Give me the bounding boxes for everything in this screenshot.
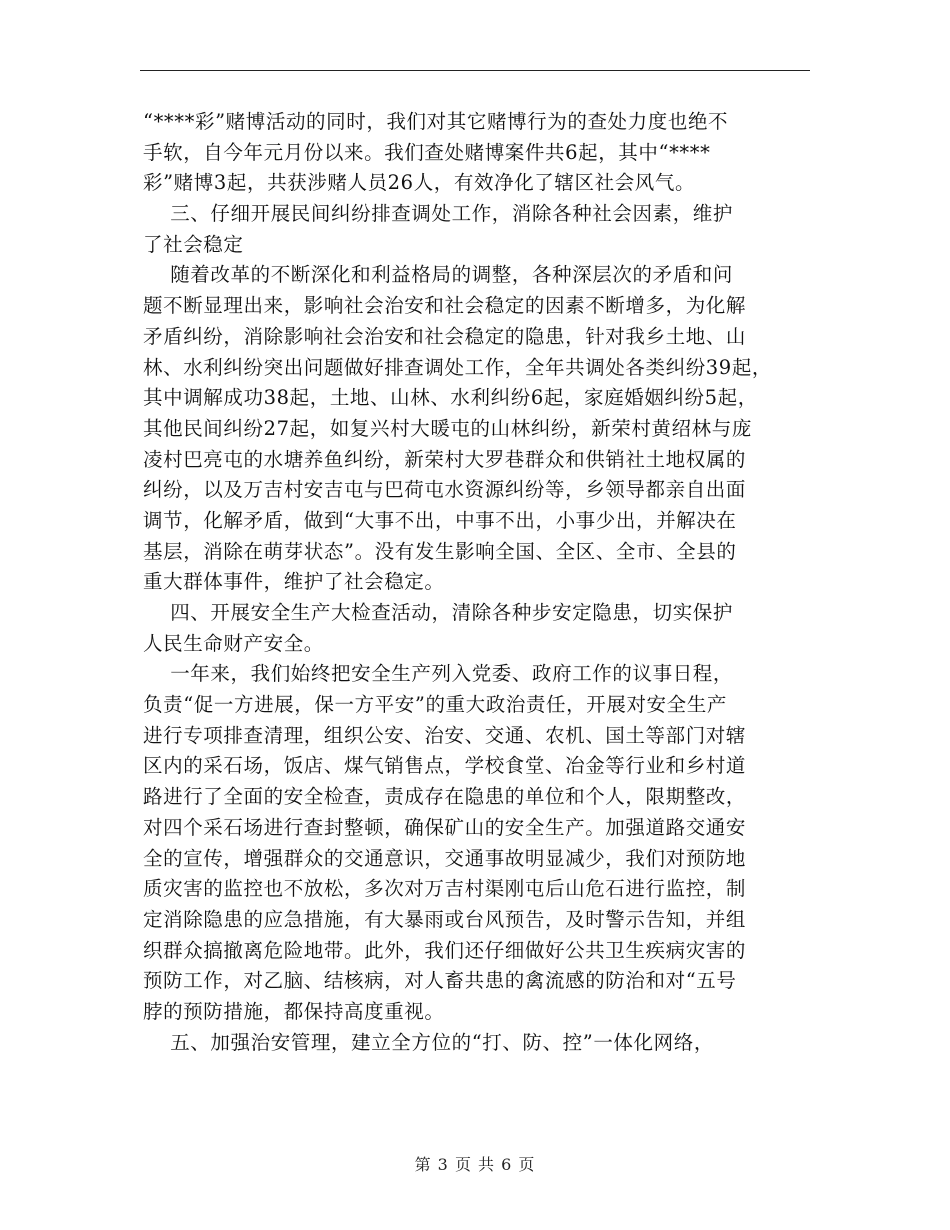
- section-heading-line: 五、加强治安管理，建立全方位的“打、防、控”一体化网络，: [143, 1030, 714, 1054]
- text-line: 基层，消除在萌芽状态”。没有发生影响全国、全区、全市、全县的: [143, 539, 737, 563]
- text-line: 林、水利纠纷突出问题做好排查调处工作，全年共调处各类纠纷39起，: [143, 355, 773, 379]
- text-line: 调节，化解矛盾，做到“大事不出，中事不出，小事少出，并解决在: [143, 508, 737, 532]
- text-line: 预防工作，对乙脑、结核病，对人畜共患的禽流感的防治和对“五号: [143, 969, 737, 993]
- text-line: 一年来，我们始终把安全生产列入党委、政府工作的议事日程，: [143, 662, 733, 686]
- text-line: 凌村巴亮屯的水塘养鱼纠纷，新荣村大罗巷群众和供销社土地权属的: [143, 447, 747, 471]
- text-line: 彩”赌博3起，共获涉赌人员26人，有效净化了辖区社会风气。: [143, 171, 696, 195]
- section-heading-line: 四、开展安全生产大检查活动，清除各种步安定隐患，切实保护: [143, 601, 733, 624]
- text-line: 矛盾纠纷，消除影响社会治安和社会稳定的隐患，针对我乡土地、山: [143, 324, 747, 348]
- text-line: 路进行了全面的安全检查，责成存在隐患的单位和个人，限期整改，: [143, 785, 747, 809]
- text-line: 负责“促一方进展，保一方平安”的重大政治责任，开展对安全生产: [143, 693, 727, 717]
- text-line: 其中调解成功38起，土地、山林、水利纠纷6起，家庭婚姻纠纷5起，: [143, 386, 758, 410]
- text-line: 其他民间纠纷27起，如复兴村大暖屯的山林纠纷，新荣村黄绍林与庞: [143, 416, 752, 440]
- text-line: 全的宣传，增强群众的交通意识，交通事故明显减少，我们对预防地: [143, 846, 747, 870]
- text-line: 进行专项排查清理，组织公安、治安、交通、农机、国土等部门对辖: [143, 723, 747, 747]
- text-line: 织群众搞撤离危险地带。此外，我们还仔细做好公共卫生疾病灾害的: [143, 938, 747, 962]
- text-line: 脖的预防措施，都保持高度重视。: [143, 999, 445, 1023]
- page-number-footer: 第 3 页 共 6 页: [414, 1155, 536, 1174]
- section-heading-line: 三、仔细开展民间纠纷排查调处工作，消除各种社会因素，维护: [143, 202, 733, 226]
- text-line: 随着改革的不断深化和利益格局的调整，各种深层次的矛盾和问: [143, 263, 733, 287]
- section-heading-line: 了社会稳定: [143, 232, 244, 256]
- text-line: 定消除隐患的应急措施，有大暴雨或台风预告，及时警示告知，并组: [143, 907, 747, 931]
- header-rule: [140, 70, 810, 71]
- text-line: 手软，自今年元月份以来。我们查处赌博案件共6起，其中“****: [143, 140, 711, 164]
- section-heading-line: 人民生命财产安全。: [143, 631, 324, 655]
- text-line: 质灾害的监控也不放松，多次对万吉村渠刚屯后山危石进行监控，制: [143, 877, 747, 901]
- text-line: 对四个采石场进行查封整顿，确保矿山的安全生产。加强道路交通安: [143, 815, 747, 839]
- text-line: 纠纷，以及万吉村安吉屯与巴荷屯水资源纠纷等，乡领导都亲自出面: [143, 478, 747, 502]
- text-line: 区内的采石场，饭店、煤气销售点，学校食堂、冶金等行业和乡村道: [143, 754, 747, 778]
- text-line: 重大群体事件，维护了社会稳定。: [143, 570, 445, 594]
- text-line: 题不断显理出来，影响社会治安和社会稳定的因素不断增多，为化解: [143, 294, 747, 318]
- text-line: “****彩”赌博活动的同时，我们对其它赌博行为的查处力度也绝不: [143, 110, 729, 133]
- document-body: [143, 107, 813, 1058]
